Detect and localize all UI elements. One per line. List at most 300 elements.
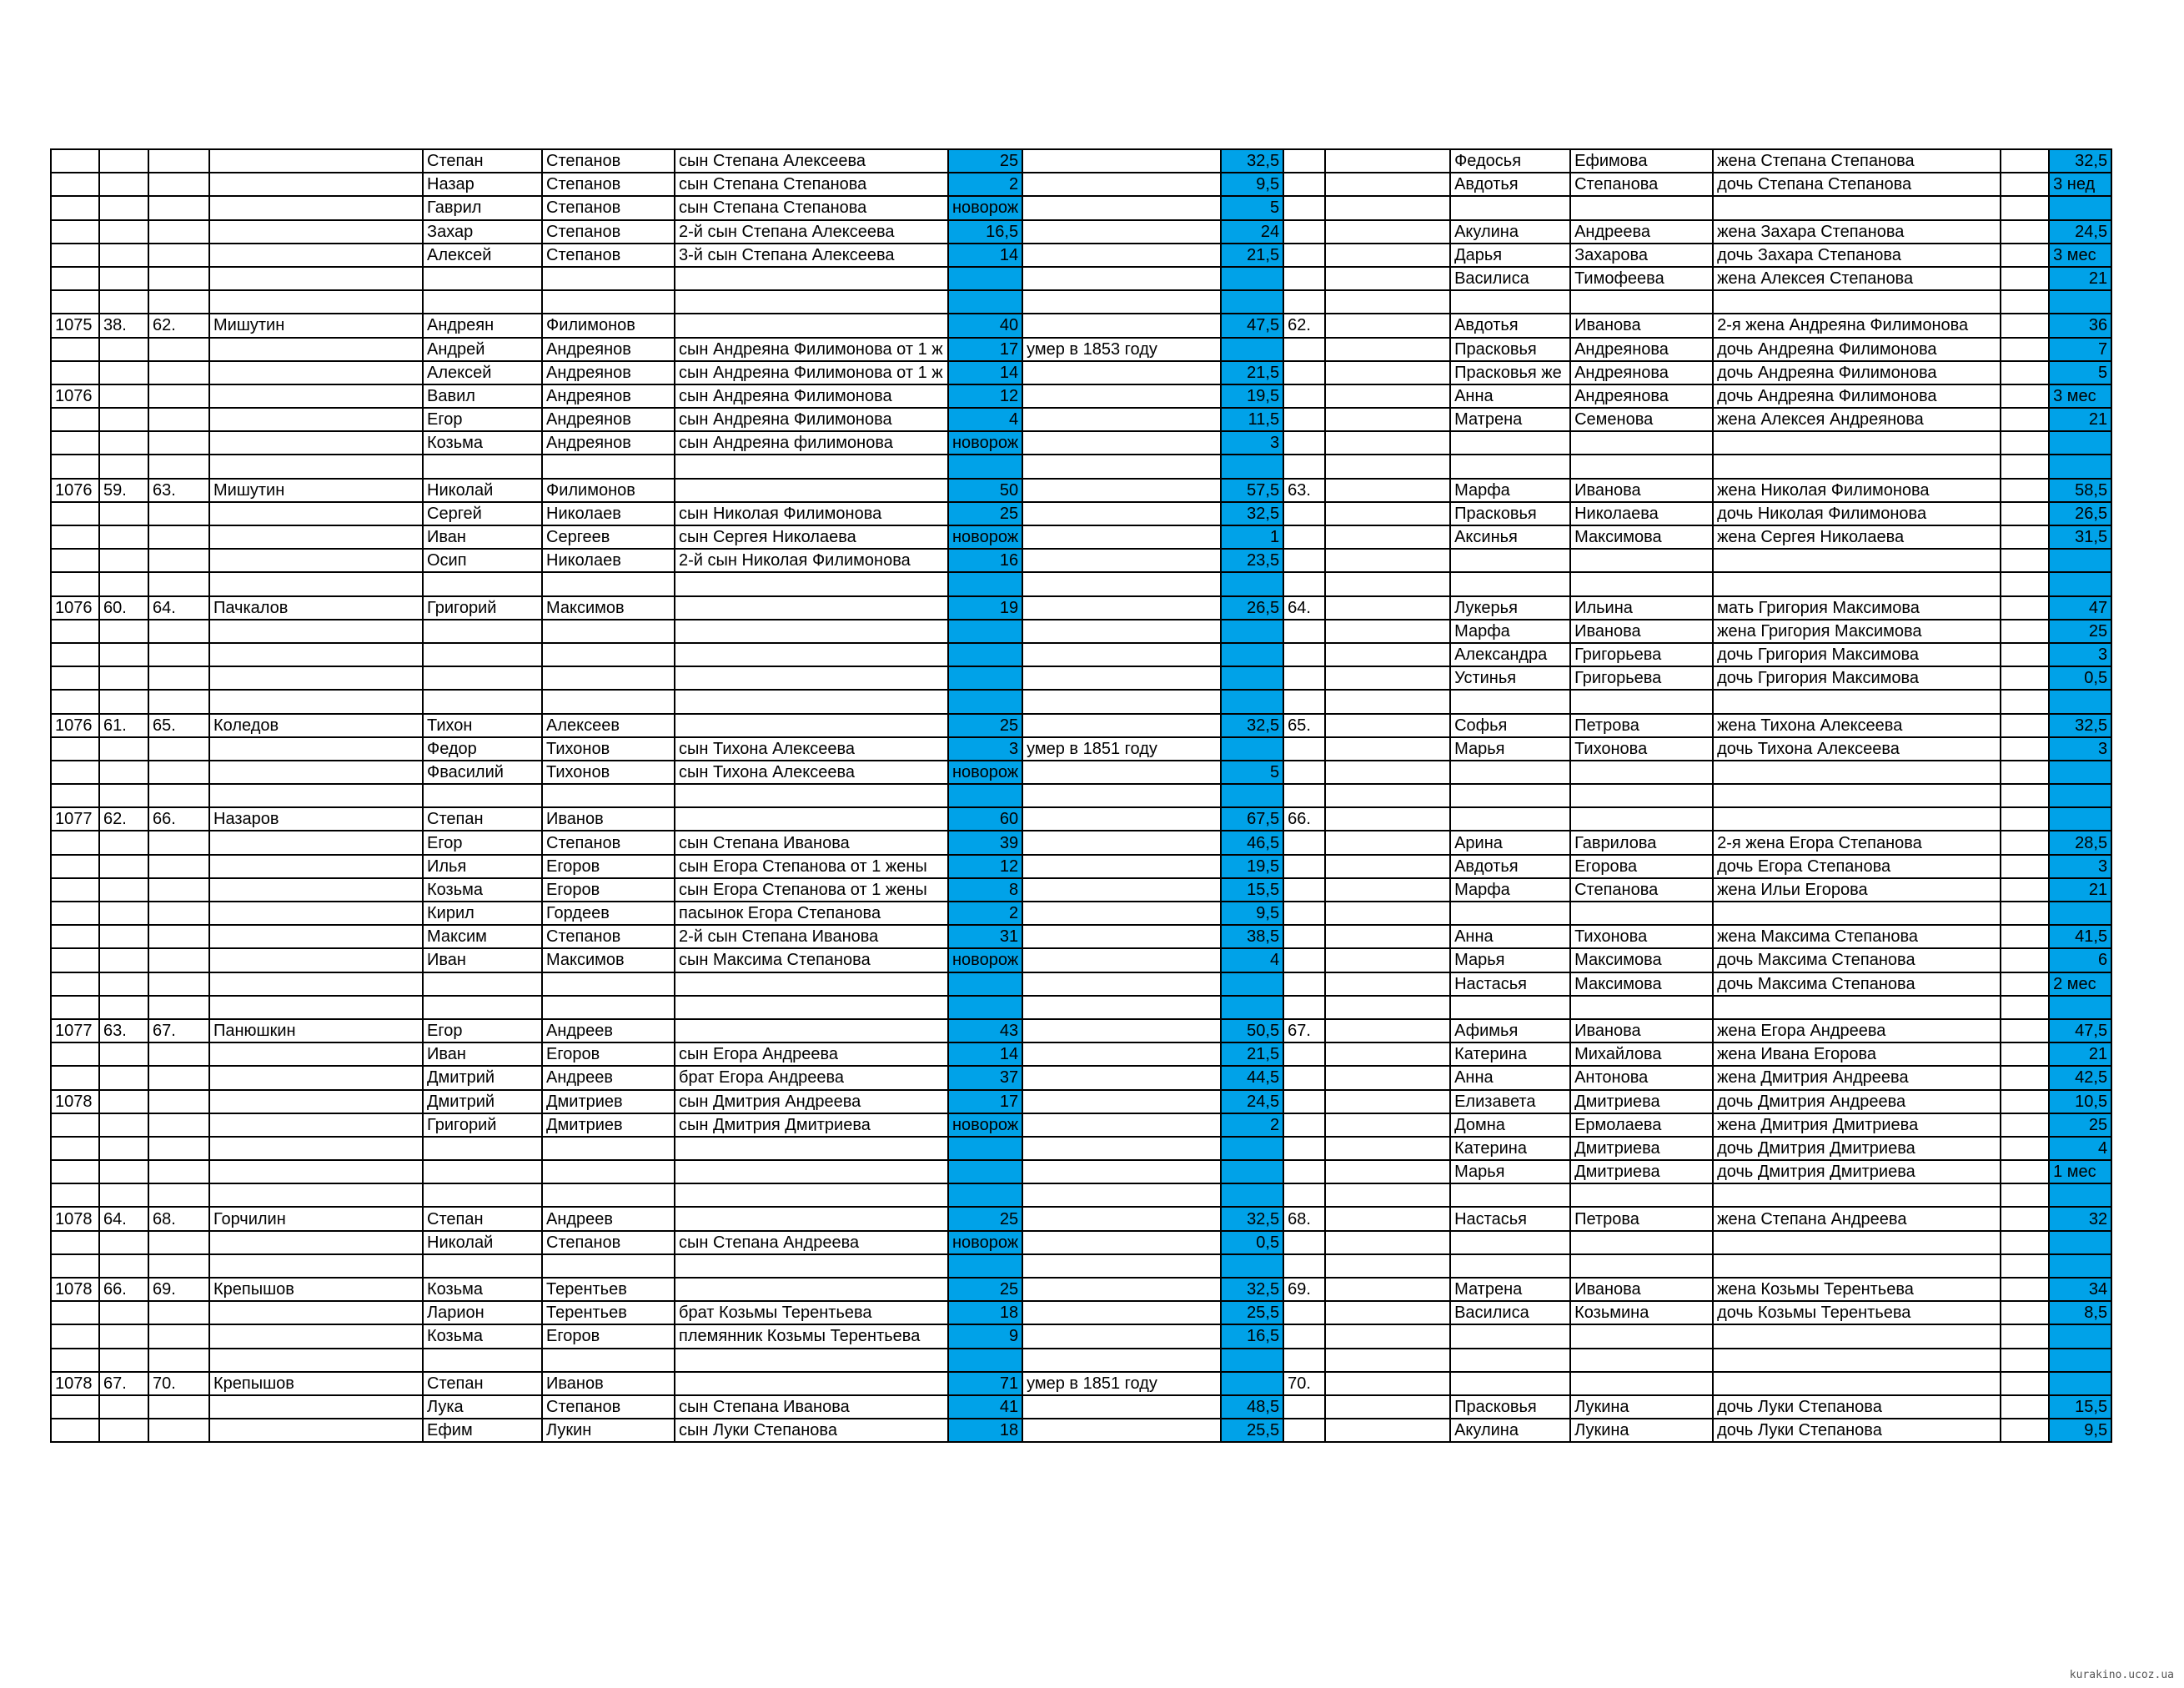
cell-male-patronymic xyxy=(542,1137,675,1160)
cell-female-blank xyxy=(1325,643,1450,666)
cell-revision-no xyxy=(99,761,148,784)
table-row xyxy=(51,714,2111,737)
cell-household-no xyxy=(148,267,209,290)
cell-male-relation: 2-й сын Николая Филимонова xyxy=(675,549,948,572)
cell-female-patronymic xyxy=(1570,902,1713,925)
cell-year: 1075 xyxy=(51,314,99,337)
cell-male-note: умер в 1853 году xyxy=(1022,338,1221,361)
cell-male-age-2 xyxy=(1221,666,1283,690)
cell-year xyxy=(51,244,99,267)
cell-female-patronymic: Гаврилова xyxy=(1570,831,1713,854)
cell-female-household-no xyxy=(1283,220,1325,244)
cell-revision-no xyxy=(99,1231,148,1254)
cell-male-age-1: 40 xyxy=(948,314,1022,337)
cell-female-patronymic: Петрова xyxy=(1570,1207,1713,1230)
cell-male-relation: сын Степана Иванова xyxy=(675,1395,948,1419)
table-row xyxy=(51,384,2111,408)
cell-male-age-1: новорож xyxy=(948,196,1022,219)
cell-female-patronymic: Степанова xyxy=(1570,878,1713,902)
cell-female-age: 25 xyxy=(2049,1113,2111,1137)
cell-female-relation: жена Степана Андреева xyxy=(1713,1207,2001,1230)
cell-female-relation xyxy=(1713,1324,2001,1348)
cell-female-age: 34 xyxy=(2049,1278,2111,1301)
cell-male-age-1: 12 xyxy=(948,855,1022,878)
cell-surname xyxy=(209,948,423,972)
cell-female-relation: дочь Дмитрия Дмитриева xyxy=(1713,1137,2001,1160)
cell-female-patronymic: Степанова xyxy=(1570,173,1713,196)
cell-male-patronymic xyxy=(542,620,675,643)
cell-male-age-2: 32,5 xyxy=(1221,149,1283,173)
cell-female-note xyxy=(2001,549,2049,572)
cell-female-patronymic: Тихонова xyxy=(1570,925,1713,948)
cell-female-household-no xyxy=(1283,1183,1325,1207)
cell-female-age: 1 мес xyxy=(2049,1160,2111,1183)
cell-male-age-1 xyxy=(948,620,1022,643)
cell-male-first-name xyxy=(423,1349,542,1372)
cell-household-no xyxy=(148,737,209,761)
cell-female-relation xyxy=(1713,1349,2001,1372)
cell-male-patronymic xyxy=(542,690,675,713)
cell-male-relation xyxy=(675,1278,948,1301)
cell-female-blank xyxy=(1325,431,1450,455)
table-row xyxy=(51,196,2111,219)
cell-male-patronymic: Дмитриев xyxy=(542,1090,675,1113)
cell-male-age-2: 16,5 xyxy=(1221,1324,1283,1348)
table-row xyxy=(51,1066,2111,1089)
cell-female-first-name: Авдотья xyxy=(1450,855,1570,878)
cell-male-patronymic: Терентьев xyxy=(542,1278,675,1301)
cell-female-patronymic: Егорова xyxy=(1570,855,1713,878)
cell-female-note xyxy=(2001,1231,2049,1254)
cell-female-household-no xyxy=(1283,431,1325,455)
cell-male-relation: сын Андреяна Филимонова от 1 ж xyxy=(675,361,948,384)
cell-male-first-name: Алексей xyxy=(423,244,542,267)
cell-male-note xyxy=(1022,1113,1221,1137)
cell-male-relation: брат Егора Андреева xyxy=(675,1066,948,1089)
cell-male-patronymic xyxy=(542,572,675,595)
table-row xyxy=(51,596,2111,620)
cell-male-patronymic: Егоров xyxy=(542,878,675,902)
cell-female-first-name: Акулина xyxy=(1450,220,1570,244)
cell-household-no: 68. xyxy=(148,1207,209,1230)
cell-male-note xyxy=(1022,784,1221,807)
cell-male-relation: сын Максима Степанова xyxy=(675,948,948,972)
cell-male-note xyxy=(1022,267,1221,290)
cell-female-age: 32,5 xyxy=(2049,714,2111,737)
cell-female-blank xyxy=(1325,1372,1450,1395)
cell-male-age-2: 21,5 xyxy=(1221,361,1283,384)
cell-male-note xyxy=(1022,525,1221,549)
cell-male-relation xyxy=(675,643,948,666)
cell-revision-no xyxy=(99,1254,148,1278)
cell-male-first-name: Иван xyxy=(423,1042,542,1066)
cell-male-age-2: 0,5 xyxy=(1221,1231,1283,1254)
cell-female-blank xyxy=(1325,925,1450,948)
cell-female-note xyxy=(2001,761,2049,784)
cell-male-relation xyxy=(675,972,948,996)
cell-female-patronymic: Иванова xyxy=(1570,1278,1713,1301)
cell-female-first-name: Анна xyxy=(1450,384,1570,408)
cell-surname: Панюшкин xyxy=(209,1019,423,1042)
table-row xyxy=(51,690,2111,713)
cell-year xyxy=(51,408,99,431)
cell-year xyxy=(51,1066,99,1089)
cell-household-no xyxy=(148,831,209,854)
cell-household-no xyxy=(148,502,209,525)
cell-household-no xyxy=(148,384,209,408)
cell-household-no xyxy=(148,1419,209,1442)
cell-male-first-name xyxy=(423,572,542,595)
table-row xyxy=(51,807,2111,831)
cell-female-patronymic xyxy=(1570,1254,1713,1278)
cell-female-household-no xyxy=(1283,1137,1325,1160)
cell-male-note xyxy=(1022,361,1221,384)
cell-surname xyxy=(209,455,423,478)
cell-male-age-1: 16,5 xyxy=(948,220,1022,244)
cell-male-note: умер в 1851 году xyxy=(1022,737,1221,761)
cell-household-no xyxy=(148,525,209,549)
cell-male-age-1: 14 xyxy=(948,244,1022,267)
cell-revision-no xyxy=(99,1090,148,1113)
cell-female-note xyxy=(2001,149,2049,173)
cell-revision-no xyxy=(99,361,148,384)
cell-female-first-name xyxy=(1450,431,1570,455)
cell-male-age-2: 46,5 xyxy=(1221,831,1283,854)
cell-surname xyxy=(209,361,423,384)
cell-male-age-2: 23,5 xyxy=(1221,549,1283,572)
cell-female-patronymic xyxy=(1570,784,1713,807)
cell-year xyxy=(51,455,99,478)
cell-female-relation: жена Максима Степанова xyxy=(1713,925,2001,948)
cell-female-first-name: Елизавета xyxy=(1450,1090,1570,1113)
table-row xyxy=(51,338,2111,361)
cell-year xyxy=(51,1419,99,1442)
cell-female-patronymic: Ермолаева xyxy=(1570,1113,1713,1137)
cell-surname: Мишутин xyxy=(209,479,423,502)
cell-surname xyxy=(209,878,423,902)
cell-female-relation: жена Ильи Егорова xyxy=(1713,878,2001,902)
cell-male-relation xyxy=(675,666,948,690)
cell-female-note xyxy=(2001,948,2049,972)
cell-male-age-1: 14 xyxy=(948,1042,1022,1066)
cell-surname xyxy=(209,1324,423,1348)
cell-revision-no xyxy=(99,855,148,878)
cell-female-age xyxy=(2049,1231,2111,1254)
cell-male-age-1 xyxy=(948,1183,1022,1207)
cell-surname xyxy=(209,220,423,244)
table-row xyxy=(51,1419,2111,1442)
cell-revision-no xyxy=(99,267,148,290)
cell-female-patronymic: Захарова xyxy=(1570,244,1713,267)
cell-male-relation xyxy=(675,1349,948,1372)
cell-household-no xyxy=(148,996,209,1019)
cell-revision-no xyxy=(99,948,148,972)
cell-male-age-1: 31 xyxy=(948,925,1022,948)
cell-female-patronymic: Тихонова xyxy=(1570,737,1713,761)
cell-household-no xyxy=(148,1254,209,1278)
cell-male-note xyxy=(1022,1042,1221,1066)
cell-male-first-name: Степан xyxy=(423,1207,542,1230)
cell-female-note xyxy=(2001,1207,2049,1230)
cell-female-first-name: Афимья xyxy=(1450,1019,1570,1042)
cell-female-blank xyxy=(1325,220,1450,244)
cell-revision-no xyxy=(99,737,148,761)
cell-surname xyxy=(209,525,423,549)
cell-male-age-2 xyxy=(1221,455,1283,478)
cell-male-patronymic: Егоров xyxy=(542,1324,675,1348)
cell-surname xyxy=(209,972,423,996)
cell-revision-no: 60. xyxy=(99,596,148,620)
cell-female-blank xyxy=(1325,1231,1450,1254)
cell-female-relation: жена Николая Филимонова xyxy=(1713,479,2001,502)
cell-female-household-no xyxy=(1283,902,1325,925)
cell-revision-no xyxy=(99,1349,148,1372)
cell-male-note xyxy=(1022,314,1221,337)
cell-male-first-name xyxy=(423,1254,542,1278)
cell-female-first-name: Анна xyxy=(1450,925,1570,948)
cell-male-patronymic: Андреянов xyxy=(542,431,675,455)
cell-male-relation: сын Степана Степанова xyxy=(675,196,948,219)
cell-male-age-2 xyxy=(1221,290,1283,314)
cell-male-patronymic xyxy=(542,1349,675,1372)
cell-female-patronymic: Иванова xyxy=(1570,314,1713,337)
cell-female-patronymic: Николаева xyxy=(1570,502,1713,525)
cell-male-age-2 xyxy=(1221,338,1283,361)
cell-female-household-no xyxy=(1283,1090,1325,1113)
cell-female-note xyxy=(2001,1372,2049,1395)
cell-female-first-name: Настасья xyxy=(1450,972,1570,996)
cell-year: 1076 xyxy=(51,384,99,408)
cell-female-relation xyxy=(1713,1231,2001,1254)
cell-male-relation xyxy=(675,596,948,620)
cell-female-blank xyxy=(1325,1395,1450,1419)
cell-female-first-name: Василиса xyxy=(1450,267,1570,290)
cell-female-patronymic xyxy=(1570,549,1713,572)
cell-male-patronymic xyxy=(542,267,675,290)
cell-year: 1076 xyxy=(51,714,99,737)
cell-revision-no xyxy=(99,1395,148,1419)
cell-female-first-name: Марья xyxy=(1450,737,1570,761)
cell-surname xyxy=(209,925,423,948)
cell-male-first-name xyxy=(423,1137,542,1160)
cell-year xyxy=(51,290,99,314)
cell-female-age: 3 xyxy=(2049,643,2111,666)
cell-female-note xyxy=(2001,502,2049,525)
table-row xyxy=(51,1160,2111,1183)
cell-female-blank xyxy=(1325,244,1450,267)
cell-male-note xyxy=(1022,455,1221,478)
cell-male-relation xyxy=(675,1019,948,1042)
cell-surname: Пачкалов xyxy=(209,596,423,620)
cell-female-relation: жена Григория Максимова xyxy=(1713,620,2001,643)
cell-female-blank xyxy=(1325,1324,1450,1348)
cell-male-age-2: 4 xyxy=(1221,948,1283,972)
cell-male-patronymic: Андреев xyxy=(542,1066,675,1089)
cell-female-household-no xyxy=(1283,525,1325,549)
table-row xyxy=(51,525,2111,549)
cell-female-note xyxy=(2001,1066,2049,1089)
cell-female-blank xyxy=(1325,666,1450,690)
cell-male-relation: сын Егора Степанова от 1 жены xyxy=(675,878,948,902)
cell-male-first-name: Егор xyxy=(423,1019,542,1042)
cell-female-first-name: Марфа xyxy=(1450,620,1570,643)
cell-male-note xyxy=(1022,596,1221,620)
cell-male-note xyxy=(1022,1066,1221,1089)
cell-female-household-no xyxy=(1283,1254,1325,1278)
table-row xyxy=(51,361,2111,384)
cell-female-age: 3 нед xyxy=(2049,173,2111,196)
cell-male-patronymic: Егоров xyxy=(542,1042,675,1066)
cell-male-note xyxy=(1022,173,1221,196)
cell-surname xyxy=(209,1183,423,1207)
table-row xyxy=(51,737,2111,761)
cell-male-first-name xyxy=(423,455,542,478)
cell-female-relation: жена Дмитрия Андреева xyxy=(1713,1066,2001,1089)
cell-male-relation: сын Луки Степанова xyxy=(675,1419,948,1442)
cell-surname xyxy=(209,267,423,290)
cell-male-age-1: 60 xyxy=(948,807,1022,831)
cell-year xyxy=(51,267,99,290)
table-row xyxy=(51,502,2111,525)
cell-female-first-name: Марья xyxy=(1450,1160,1570,1183)
cell-female-blank xyxy=(1325,338,1450,361)
cell-female-relation: дочь Козьмы Терентьева xyxy=(1713,1301,2001,1324)
cell-male-note xyxy=(1022,549,1221,572)
cell-female-age xyxy=(2049,996,2111,1019)
cell-female-relation: жена Тихона Алексеева xyxy=(1713,714,2001,737)
cell-household-no xyxy=(148,1042,209,1066)
cell-male-age-1 xyxy=(948,666,1022,690)
cell-male-patronymic: Степанов xyxy=(542,196,675,219)
table-row xyxy=(51,1278,2111,1301)
cell-female-relation: 2-я жена Андреяна Филимонова xyxy=(1713,314,2001,337)
cell-male-relation: сын Николая Филимонова xyxy=(675,502,948,525)
table-row xyxy=(51,784,2111,807)
cell-male-age-2: 44,5 xyxy=(1221,1066,1283,1089)
cell-male-relation: 3-й сын Степана Алексеева xyxy=(675,244,948,267)
cell-female-note xyxy=(2001,1419,2049,1442)
cell-male-note xyxy=(1022,714,1221,737)
cell-female-relation: дочь Максима Степанова xyxy=(1713,972,2001,996)
cell-female-household-no xyxy=(1283,666,1325,690)
cell-female-first-name: Настасья xyxy=(1450,1207,1570,1230)
cell-revision-no xyxy=(99,620,148,643)
cell-female-age: 15,5 xyxy=(2049,1395,2111,1419)
table-row xyxy=(51,1301,2111,1324)
cell-female-patronymic: Иванова xyxy=(1570,479,1713,502)
cell-year xyxy=(51,1183,99,1207)
cell-female-household-no xyxy=(1283,384,1325,408)
cell-year: 1076 xyxy=(51,596,99,620)
cell-female-blank xyxy=(1325,878,1450,902)
cell-female-note xyxy=(2001,1042,2049,1066)
cell-female-note xyxy=(2001,596,2049,620)
cell-female-age: 4 xyxy=(2049,1137,2111,1160)
cell-female-first-name: Софья xyxy=(1450,714,1570,737)
cell-male-first-name: Григорий xyxy=(423,596,542,620)
cell-female-relation: дочь Григория Максимова xyxy=(1713,666,2001,690)
cell-male-first-name xyxy=(423,267,542,290)
cell-male-age-1: 18 xyxy=(948,1301,1022,1324)
cell-male-first-name: Степан xyxy=(423,149,542,173)
cell-male-age-2 xyxy=(1221,267,1283,290)
cell-female-first-name: Арина xyxy=(1450,831,1570,854)
cell-male-note xyxy=(1022,220,1221,244)
cell-household-no: 65. xyxy=(148,714,209,737)
cell-male-relation: сын Андреяна Филимонова xyxy=(675,408,948,431)
cell-female-note xyxy=(2001,643,2049,666)
cell-female-age xyxy=(2049,1254,2111,1278)
table-row xyxy=(51,666,2111,690)
cell-female-relation: дочь Захара Степанова xyxy=(1713,244,2001,267)
table-row xyxy=(51,549,2111,572)
table-row xyxy=(51,972,2111,996)
cell-surname xyxy=(209,831,423,854)
cell-year: 1078 xyxy=(51,1207,99,1230)
cell-male-age-2: 32,5 xyxy=(1221,1207,1283,1230)
cell-female-blank xyxy=(1325,196,1450,219)
cell-male-age-2 xyxy=(1221,1137,1283,1160)
cell-male-patronymic: Андреянов xyxy=(542,338,675,361)
cell-female-age: 25 xyxy=(2049,620,2111,643)
cell-female-age xyxy=(2049,784,2111,807)
cell-male-age-2 xyxy=(1221,1160,1283,1183)
cell-female-household-no xyxy=(1283,1160,1325,1183)
cell-female-household-no xyxy=(1283,643,1325,666)
cell-female-age: 7 xyxy=(2049,338,2111,361)
cell-female-patronymic: Антонова xyxy=(1570,1066,1713,1089)
table-row xyxy=(51,290,2111,314)
cell-female-age: 31,5 xyxy=(2049,525,2111,549)
cell-male-first-name: Григорий xyxy=(423,1113,542,1137)
cell-female-household-no: 69. xyxy=(1283,1278,1325,1301)
cell-female-first-name: Дарья xyxy=(1450,244,1570,267)
table-row xyxy=(51,431,2111,455)
cell-year: 1077 xyxy=(51,1019,99,1042)
cell-female-relation xyxy=(1713,196,2001,219)
cell-male-relation xyxy=(675,1254,948,1278)
cell-male-age-2: 47,5 xyxy=(1221,314,1283,337)
cell-household-no xyxy=(148,1395,209,1419)
cell-surname xyxy=(209,620,423,643)
cell-revision-no xyxy=(99,1160,148,1183)
cell-surname: Крепышов xyxy=(209,1278,423,1301)
cell-female-patronymic: Иванова xyxy=(1570,620,1713,643)
cell-male-age-1 xyxy=(948,572,1022,595)
cell-year xyxy=(51,1254,99,1278)
cell-male-relation: сын Дмитрия Дмитриева xyxy=(675,1113,948,1137)
cell-year xyxy=(51,1324,99,1348)
cell-male-relation xyxy=(675,290,948,314)
cell-male-relation xyxy=(675,996,948,1019)
cell-female-household-no xyxy=(1283,1419,1325,1442)
cell-male-age-2: 24,5 xyxy=(1221,1090,1283,1113)
cell-female-blank xyxy=(1325,596,1450,620)
cell-revision-no xyxy=(99,878,148,902)
cell-year xyxy=(51,666,99,690)
cell-revision-no: 66. xyxy=(99,1278,148,1301)
cell-revision-no xyxy=(99,1324,148,1348)
cell-female-age: 9,5 xyxy=(2049,1419,2111,1442)
cell-revision-no xyxy=(99,1137,148,1160)
cell-female-patronymic: Григорьева xyxy=(1570,666,1713,690)
cell-female-relation: жена Алексея Андреянова xyxy=(1713,408,2001,431)
cell-female-household-no: 67. xyxy=(1283,1019,1325,1042)
cell-female-first-name xyxy=(1450,902,1570,925)
cell-female-relation xyxy=(1713,784,2001,807)
cell-female-age: 2 мес xyxy=(2049,972,2111,996)
cell-male-age-2: 32,5 xyxy=(1221,714,1283,737)
